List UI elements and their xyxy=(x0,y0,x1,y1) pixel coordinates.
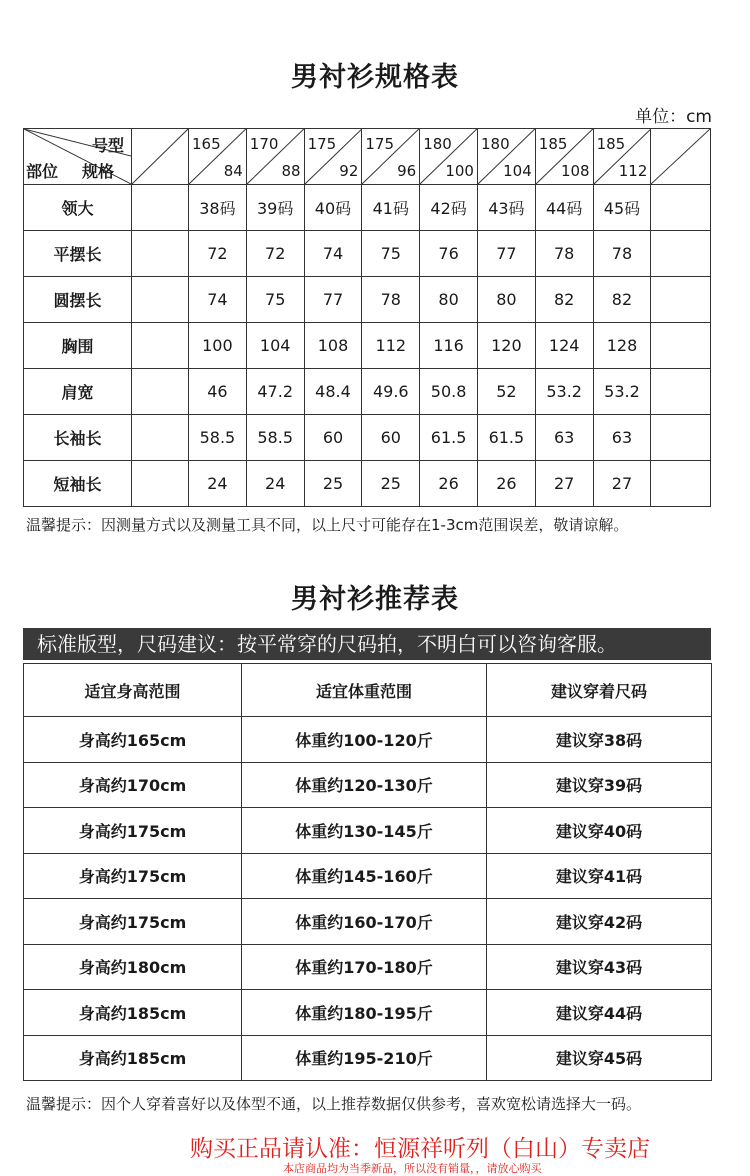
empty-cell xyxy=(132,231,189,277)
recommend-row xyxy=(24,762,712,808)
weight-cell: 体重约160-170斤 xyxy=(242,899,487,945)
spec-cell: 27 xyxy=(593,461,651,507)
spec-table-title: 男衬衫规格表 xyxy=(291,62,459,93)
empty-cell xyxy=(132,277,189,323)
size-advice-banner: 标准版型，尺码建议：按平常穿的尺码拍，不明白可以咨询客服。 xyxy=(23,628,711,660)
spec-cell: 60 xyxy=(362,415,420,461)
corner-label-middle: 规格 xyxy=(82,162,115,181)
recommend-row xyxy=(24,899,712,945)
spec-cell: 75 xyxy=(362,231,420,277)
size-cell: 建议穿40码 xyxy=(487,808,712,854)
spec-row xyxy=(24,277,711,323)
spec-cell: 50.8 xyxy=(420,369,478,415)
height-cell: 身高约175cm xyxy=(24,808,242,854)
empty-cell xyxy=(651,461,711,507)
size-header-cell xyxy=(304,129,362,185)
spec-cell: 75 xyxy=(246,277,304,323)
spec-cell: 63 xyxy=(593,415,651,461)
size-chest: 104 xyxy=(503,162,532,180)
spec-cell: 82 xyxy=(535,277,593,323)
recommend-table-title: 男衬衫推荐表 xyxy=(291,584,459,615)
size-cell: 建议穿42码 xyxy=(487,899,712,945)
spec-cell: 120 xyxy=(477,323,535,369)
spec-cell: 58.5 xyxy=(246,415,304,461)
new-product-notice: 本店商品均为当季新品，所以没有销量，，请放心购买 xyxy=(283,1162,542,1175)
row-label: 长袖长 xyxy=(24,415,132,461)
header-suggested-size: 建议穿着尺码 xyxy=(487,664,712,717)
spec-cell: 128 xyxy=(593,323,651,369)
empty-cell xyxy=(651,277,711,323)
spec-cell: 42码 xyxy=(420,185,478,231)
size-cell: 建议穿38码 xyxy=(487,717,712,763)
size-cell: 建议穿43码 xyxy=(487,944,712,990)
unit-label: 单位：cm xyxy=(635,107,712,127)
empty-cell xyxy=(651,369,711,415)
spec-cell: 77 xyxy=(304,277,362,323)
spec-cell: 61.5 xyxy=(477,415,535,461)
blank-cell-diagonal xyxy=(132,129,188,184)
spec-cell: 78 xyxy=(535,231,593,277)
spec-cell: 104 xyxy=(246,323,304,369)
size-header-cell xyxy=(593,129,651,185)
row-label: 平摆长 xyxy=(24,231,132,277)
size-header-cell xyxy=(362,129,420,185)
empty-cell xyxy=(132,185,189,231)
empty-cell xyxy=(132,323,189,369)
size-chest: 88 xyxy=(281,162,301,180)
spec-cell: 26 xyxy=(477,461,535,507)
size-cell: 建议穿41码 xyxy=(487,853,712,899)
recommend-row xyxy=(24,1035,712,1081)
spec-cell: 112 xyxy=(362,323,420,369)
empty-cell xyxy=(651,415,711,461)
spec-cell: 53.2 xyxy=(593,369,651,415)
weight-cell: 体重约145-160斤 xyxy=(242,853,487,899)
empty-cell xyxy=(651,231,711,277)
spec-cell: 49.6 xyxy=(362,369,420,415)
height-cell: 身高约175cm xyxy=(24,899,242,945)
spec-cell: 44码 xyxy=(535,185,593,231)
spec-cell: 47.2 xyxy=(246,369,304,415)
spec-row xyxy=(24,231,711,277)
spec-cell: 82 xyxy=(593,277,651,323)
spec-cell: 46 xyxy=(189,369,247,415)
height-cell: 身高约180cm xyxy=(24,944,242,990)
spec-cell: 80 xyxy=(420,277,478,323)
recommend-row xyxy=(24,944,712,990)
row-label: 胸围 xyxy=(24,323,132,369)
size-height: 170 xyxy=(249,135,279,153)
height-cell: 身高约185cm xyxy=(24,990,242,1036)
spec-cell: 25 xyxy=(304,461,362,507)
height-cell: 身高约165cm xyxy=(24,717,242,763)
recommend-header-row xyxy=(24,664,712,717)
spec-cell: 61.5 xyxy=(420,415,478,461)
size-chest: 112 xyxy=(618,162,648,180)
spec-cell: 45码 xyxy=(593,185,651,231)
spec-cell: 41码 xyxy=(362,185,420,231)
size-header-cell xyxy=(246,129,304,185)
spec-cell: 43码 xyxy=(477,185,535,231)
blank-header-cell xyxy=(651,129,711,185)
size-height: 175 xyxy=(365,135,395,153)
spec-cell: 63 xyxy=(535,415,593,461)
spec-cell: 38码 xyxy=(189,185,247,231)
weight-cell: 体重约130-145斤 xyxy=(242,808,487,854)
spec-cell: 24 xyxy=(189,461,247,507)
weight-cell: 体重约195-210斤 xyxy=(242,1035,487,1081)
weight-cell: 体重约170-180斤 xyxy=(242,944,487,990)
spec-cell: 108 xyxy=(304,323,362,369)
spec-cell: 26 xyxy=(420,461,478,507)
spec-cell: 27 xyxy=(535,461,593,507)
spec-row xyxy=(24,369,711,415)
spec-row xyxy=(24,185,711,231)
spec-cell: 52 xyxy=(477,369,535,415)
size-height: 185 xyxy=(596,135,626,153)
size-spec-table xyxy=(23,128,711,507)
spec-row xyxy=(24,323,711,369)
row-label: 肩宽 xyxy=(24,369,132,415)
empty-cell xyxy=(132,415,189,461)
size-chest: 96 xyxy=(397,162,417,180)
authentic-store-notice: 购买正品请认准：恒源祥听列（白山）专卖店 xyxy=(190,1136,650,1162)
size-header-cell xyxy=(189,129,247,185)
weight-cell: 体重约120-130斤 xyxy=(242,762,487,808)
spec-cell: 74 xyxy=(304,231,362,277)
size-cell: 建议穿39码 xyxy=(487,762,712,808)
size-height: 185 xyxy=(538,135,568,153)
recommend-row xyxy=(24,717,712,763)
spec-cell: 78 xyxy=(362,277,420,323)
spec-cell: 25 xyxy=(362,461,420,507)
size-height: 165 xyxy=(192,135,221,153)
height-cell: 身高约175cm xyxy=(24,853,242,899)
header-height-range: 适宜身高范围 xyxy=(24,664,242,717)
spec-cell: 24 xyxy=(246,461,304,507)
spec-cell: 53.2 xyxy=(535,369,593,415)
weight-cell: 体重约100-120斤 xyxy=(242,717,487,763)
blank-cell-diagonal xyxy=(651,129,710,184)
spec-header-row xyxy=(24,129,711,185)
spec-cell: 77 xyxy=(477,231,535,277)
size-cell: 建议穿44码 xyxy=(487,990,712,1036)
row-label: 领大 xyxy=(24,185,132,231)
size-header-cell xyxy=(420,129,478,185)
size-chest: 100 xyxy=(445,162,474,180)
spec-cell: 72 xyxy=(246,231,304,277)
empty-cell xyxy=(132,461,189,507)
size-chest: 108 xyxy=(560,162,590,180)
spec-cell: 60 xyxy=(304,415,362,461)
size-chest: 92 xyxy=(339,162,359,180)
spec-cell: 40码 xyxy=(304,185,362,231)
spec-cell: 124 xyxy=(535,323,593,369)
recommend-row xyxy=(24,808,712,854)
size-cell: 建议穿45码 xyxy=(487,1035,712,1081)
spec-cell: 74 xyxy=(189,277,247,323)
spec-cell: 116 xyxy=(420,323,478,369)
corner-label-top: 号型 xyxy=(92,136,125,155)
size-header-cell xyxy=(535,129,593,185)
corner-label-bottom: 部位 xyxy=(26,162,59,181)
recommend-table xyxy=(23,663,712,1081)
spec-cell: 58.5 xyxy=(189,415,247,461)
weight-cell: 体重约180-195斤 xyxy=(242,990,487,1036)
spec-row xyxy=(24,461,711,507)
spec-cell: 78 xyxy=(593,231,651,277)
spec-cell: 48.4 xyxy=(304,369,362,415)
recommend-row xyxy=(24,990,712,1036)
spec-row xyxy=(24,415,711,461)
empty-cell xyxy=(132,369,189,415)
size-chest: 84 xyxy=(223,162,243,180)
height-cell: 身高约185cm xyxy=(24,1035,242,1081)
height-cell: 身高约170cm xyxy=(24,762,242,808)
corner-header-cell xyxy=(24,129,132,185)
spec-cell: 72 xyxy=(189,231,247,277)
size-height: 180 xyxy=(423,135,452,153)
spec-cell: 100 xyxy=(189,323,247,369)
recommend-note: 温馨提示：因个人穿着喜好以及体型不通，以上推荐数据仅供参考，喜欢宽松请选择大一码。 xyxy=(26,1095,642,1113)
header-weight-range: 适宜体重范围 xyxy=(242,664,487,717)
empty-cell xyxy=(651,185,711,231)
row-label: 短袖长 xyxy=(24,461,132,507)
blank-header-cell xyxy=(132,129,189,185)
size-height: 175 xyxy=(307,135,337,153)
row-label: 圆摆长 xyxy=(24,277,132,323)
spec-cell: 76 xyxy=(420,231,478,277)
size-header-cell xyxy=(477,129,535,185)
spec-note: 温馨提示：因测量方式以及测量工具不同，以上尺寸可能存在1-3cm范围误差，敬请谅解。 xyxy=(26,516,629,534)
size-height: 180 xyxy=(480,135,510,153)
empty-cell xyxy=(651,323,711,369)
spec-cell: 80 xyxy=(477,277,535,323)
spec-cell: 39码 xyxy=(246,185,304,231)
recommend-row xyxy=(24,853,712,899)
